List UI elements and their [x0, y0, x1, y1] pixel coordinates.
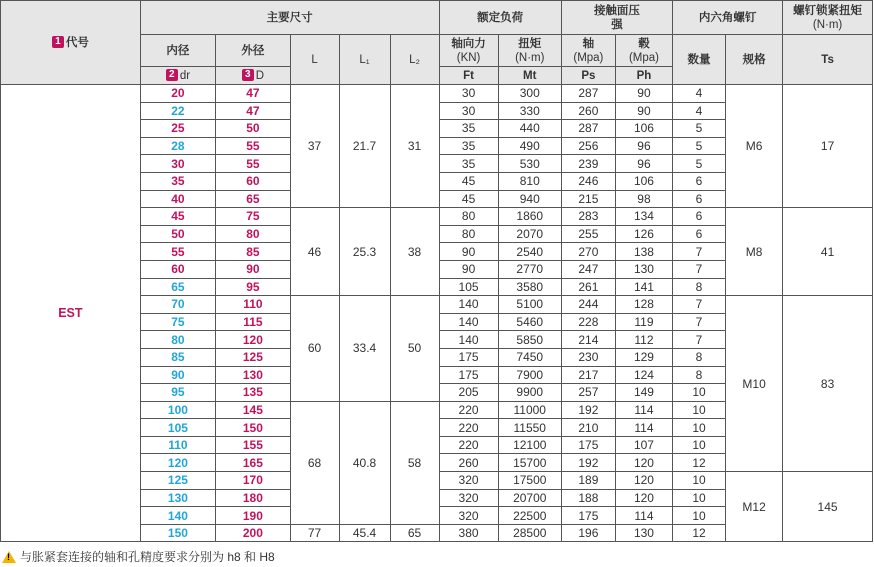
Mt-cell: 940 [498, 190, 561, 208]
qty-cell: 4 [673, 85, 726, 103]
header-Ft: Ft [439, 67, 498, 85]
Mt-cell: 15700 [498, 454, 561, 472]
D-cell: 115 [216, 313, 290, 331]
Ps-cell: 244 [561, 296, 615, 314]
Ft-cell: 140 [439, 313, 498, 331]
Ps-cell: 287 [561, 120, 615, 138]
Ph-cell: 120 [615, 489, 672, 507]
Ps-cell: 256 [561, 137, 615, 155]
dr-cell: 20 [140, 85, 215, 103]
D-cell: 65 [216, 190, 290, 208]
Ph-cell: 96 [615, 137, 672, 155]
code-cell: EST [1, 85, 141, 542]
spec-cell: M6 [726, 85, 783, 208]
badge-3: 3 [242, 69, 254, 81]
Ps-cell: 175 [561, 436, 615, 454]
Mt-cell: 2070 [498, 225, 561, 243]
Mt-cell: 530 [498, 155, 561, 173]
D-cell: 95 [216, 278, 290, 296]
D-cell: 60 [216, 172, 290, 190]
D-cell: 80 [216, 225, 290, 243]
Ph-cell: 130 [615, 260, 672, 278]
Ps-cell: 287 [561, 85, 615, 103]
qty-cell: 8 [673, 348, 726, 366]
Ft-cell: 30 [439, 85, 498, 103]
Ft-cell: 80 [439, 208, 498, 226]
header-L2: L₂ [390, 35, 439, 85]
Ft-cell: 140 [439, 331, 498, 349]
qty-cell: 5 [673, 137, 726, 155]
Mt-cell: 2770 [498, 260, 561, 278]
dr-cell: 75 [140, 313, 215, 331]
qty-cell: 10 [673, 401, 726, 419]
Mt-cell: 11000 [498, 401, 561, 419]
Mt-cell: 7900 [498, 366, 561, 384]
header-Ts: Ts [783, 35, 873, 85]
dr-cell: 45 [140, 208, 215, 226]
dim-L1-cell: 33.4 [339, 296, 390, 402]
Ft-cell: 90 [439, 260, 498, 278]
header-spec: 规格 [726, 35, 783, 85]
dr-cell: 30 [140, 155, 215, 173]
D-cell: 125 [216, 348, 290, 366]
Ft-cell: 35 [439, 120, 498, 138]
Ph-cell: 120 [615, 454, 672, 472]
qty-cell: 4 [673, 102, 726, 120]
Ps-cell: 192 [561, 454, 615, 472]
Mt-cell: 20700 [498, 489, 561, 507]
Ps-cell: 230 [561, 348, 615, 366]
header-qty: 数量 [673, 35, 726, 85]
D-cell: 85 [216, 243, 290, 261]
Ph-cell: 96 [615, 155, 672, 173]
Ph-cell: 130 [615, 524, 672, 542]
Mt-cell: 810 [498, 172, 561, 190]
D-cell: 110 [216, 296, 290, 314]
header-contact-pressure: 接触面压强 [561, 1, 672, 35]
qty-cell: 6 [673, 190, 726, 208]
Mt-cell: 9900 [498, 384, 561, 402]
Ft-cell: 140 [439, 296, 498, 314]
qty-cell: 8 [673, 366, 726, 384]
dim-L-cell: 37 [290, 85, 339, 208]
D-cell: 130 [216, 366, 290, 384]
qty-cell: 10 [673, 436, 726, 454]
Ps-cell: 175 [561, 507, 615, 525]
header-Mt: Mt [498, 67, 561, 85]
Ft-cell: 80 [439, 225, 498, 243]
qty-cell: 5 [673, 155, 726, 173]
header-hex-screw: 内六角螺钉 [673, 1, 783, 35]
Mt-cell: 11550 [498, 419, 561, 437]
qty-cell: 6 [673, 225, 726, 243]
Ph-cell: 90 [615, 102, 672, 120]
Ps-cell: 188 [561, 489, 615, 507]
qty-cell: 7 [673, 260, 726, 278]
Ft-cell: 90 [439, 243, 498, 261]
dim-L2-cell: 65 [390, 524, 439, 542]
Ph-cell: 126 [615, 225, 672, 243]
spec-cell: M12 [726, 472, 783, 542]
dim-L1-cell: 40.8 [339, 401, 390, 524]
dim-L1-cell: 45.4 [339, 524, 390, 542]
Ft-cell: 380 [439, 524, 498, 542]
dr-cell: 35 [140, 172, 215, 190]
D-cell: 55 [216, 137, 290, 155]
header-main-dims: 主要尺寸 [140, 1, 439, 35]
Ps-cell: 270 [561, 243, 615, 261]
qty-cell: 7 [673, 331, 726, 349]
Ft-cell: 175 [439, 348, 498, 366]
dr-cell: 80 [140, 331, 215, 349]
dim-L2-cell: 38 [390, 208, 439, 296]
Mt-cell: 28500 [498, 524, 561, 542]
qty-cell: 12 [673, 524, 726, 542]
qty-cell: 8 [673, 278, 726, 296]
dim-L1-cell: 25.3 [339, 208, 390, 296]
Ps-cell: 228 [561, 313, 615, 331]
dr-cell: 100 [140, 401, 215, 419]
table-row [1, 85, 873, 103]
qty-cell: 10 [673, 384, 726, 402]
dim-L-cell: 46 [290, 208, 339, 296]
dim-L2-cell: 58 [390, 401, 439, 524]
dim-L-cell: 60 [290, 296, 339, 402]
Ph-cell: 90 [615, 85, 672, 103]
header-L: L [290, 35, 339, 85]
Mt-cell: 12100 [498, 436, 561, 454]
dr-cell: 140 [140, 507, 215, 525]
qty-cell: 10 [673, 489, 726, 507]
Ft-cell: 35 [439, 155, 498, 173]
Ph-cell: 114 [615, 401, 672, 419]
Ph-cell: 141 [615, 278, 672, 296]
Ft-cell: 220 [439, 401, 498, 419]
header-torque: 螺钉锁紧扭矩 (N·m) [783, 1, 873, 35]
Ph-cell: 114 [615, 419, 672, 437]
D-cell: 47 [216, 85, 290, 103]
dr-cell: 50 [140, 225, 215, 243]
header-shaft: 轴 (Mpa) [561, 35, 615, 67]
dr-cell: 95 [140, 384, 215, 402]
Ps-cell: 255 [561, 225, 615, 243]
Ft-cell: 45 [439, 190, 498, 208]
header-rated-load: 额定负荷 [439, 1, 561, 35]
Ph-cell: 106 [615, 172, 672, 190]
Ft-cell: 205 [439, 384, 498, 402]
dr-cell: 90 [140, 366, 215, 384]
Mt-cell: 5460 [498, 313, 561, 331]
qty-cell: 5 [673, 120, 726, 138]
header-inner: 内径 [140, 35, 215, 67]
Ts-cell: 145 [783, 472, 873, 542]
Mt-cell: 5850 [498, 331, 561, 349]
qty-cell: 10 [673, 507, 726, 525]
D-cell: 145 [216, 401, 290, 419]
dr-cell: 28 [140, 137, 215, 155]
Ps-cell: 261 [561, 278, 615, 296]
Mt-cell: 2540 [498, 243, 561, 261]
Ps-cell: 192 [561, 401, 615, 419]
spec-cell: M10 [726, 296, 783, 472]
Ph-cell: 124 [615, 366, 672, 384]
header-code: 1 代号 [1, 1, 141, 85]
Ft-cell: 175 [439, 366, 498, 384]
D-cell: 170 [216, 472, 290, 490]
dr-cell: 150 [140, 524, 215, 542]
dr-cell: 130 [140, 489, 215, 507]
Ph-cell: 107 [615, 436, 672, 454]
Ph-cell: 106 [615, 120, 672, 138]
Ps-cell: 247 [561, 260, 615, 278]
header-dr: 2 dr [140, 67, 215, 85]
Ft-cell: 45 [439, 172, 498, 190]
D-cell: 135 [216, 384, 290, 402]
Ph-cell: 134 [615, 208, 672, 226]
header-D: 3 D [216, 67, 290, 85]
Ph-cell: 149 [615, 384, 672, 402]
D-cell: 75 [216, 208, 290, 226]
Ps-cell: 217 [561, 366, 615, 384]
qty-cell: 7 [673, 313, 726, 331]
dim-L2-cell: 50 [390, 296, 439, 402]
spec-cell: M8 [726, 208, 783, 296]
Mt-cell: 490 [498, 137, 561, 155]
header-L1: L₁ [339, 35, 390, 85]
Ft-cell: 35 [439, 137, 498, 155]
Mt-cell: 3580 [498, 278, 561, 296]
dim-L-cell: 68 [290, 401, 339, 524]
Mt-cell: 1860 [498, 208, 561, 226]
header-Ph: Ph [615, 67, 672, 85]
Ps-cell: 257 [561, 384, 615, 402]
Ft-cell: 260 [439, 454, 498, 472]
Ph-cell: 129 [615, 348, 672, 366]
Ts-cell: 41 [783, 208, 873, 296]
Ps-cell: 196 [561, 524, 615, 542]
Ps-cell: 215 [561, 190, 615, 208]
Ft-cell: 320 [439, 472, 498, 490]
dr-cell: 85 [140, 348, 215, 366]
qty-cell: 10 [673, 472, 726, 490]
Mt-cell: 330 [498, 102, 561, 120]
Ft-cell: 105 [439, 278, 498, 296]
warning-icon: ! [2, 551, 16, 563]
Ps-cell: 189 [561, 472, 615, 490]
dr-cell: 60 [140, 260, 215, 278]
badge-1: 1 [52, 36, 64, 48]
Ft-cell: 320 [439, 507, 498, 525]
D-cell: 180 [216, 489, 290, 507]
header-axial: 轴向力 (KN) [439, 35, 498, 67]
D-cell: 55 [216, 155, 290, 173]
D-cell: 120 [216, 331, 290, 349]
dr-cell: 120 [140, 454, 215, 472]
qty-cell: 6 [673, 172, 726, 190]
Ps-cell: 260 [561, 102, 615, 120]
dr-cell: 65 [140, 278, 215, 296]
Ph-cell: 128 [615, 296, 672, 314]
dr-cell: 25 [140, 120, 215, 138]
header-outer: 外径 [216, 35, 290, 67]
header-Ps: Ps [561, 67, 615, 85]
dr-cell: 70 [140, 296, 215, 314]
dr-cell: 125 [140, 472, 215, 490]
qty-cell: 7 [673, 243, 726, 261]
dim-L-cell: 77 [290, 524, 339, 542]
D-cell: 165 [216, 454, 290, 472]
Mt-cell: 440 [498, 120, 561, 138]
D-cell: 90 [216, 260, 290, 278]
badge-2: 2 [166, 69, 178, 81]
dr-cell: 55 [140, 243, 215, 261]
Ps-cell: 210 [561, 419, 615, 437]
Ts-cell: 17 [783, 85, 873, 208]
Mt-cell: 300 [498, 85, 561, 103]
D-cell: 155 [216, 436, 290, 454]
D-cell: 150 [216, 419, 290, 437]
Ft-cell: 320 [439, 489, 498, 507]
header-tq: 扭矩 (N·m) [498, 35, 561, 67]
Ft-cell: 220 [439, 419, 498, 437]
dim-L2-cell: 31 [390, 85, 439, 208]
Ts-cell: 83 [783, 296, 873, 472]
dim-L1-cell: 21.7 [339, 85, 390, 208]
Ph-cell: 119 [615, 313, 672, 331]
footnote-text: 与胀紧套连接的轴和孔精度要求分别为 h8 和 H8 [20, 550, 275, 564]
Mt-cell: 17500 [498, 472, 561, 490]
Ps-cell: 283 [561, 208, 615, 226]
D-cell: 200 [216, 524, 290, 542]
dr-cell: 22 [140, 102, 215, 120]
Mt-cell: 5100 [498, 296, 561, 314]
table-body [1, 85, 873, 542]
Mt-cell: 7450 [498, 348, 561, 366]
Ft-cell: 220 [439, 436, 498, 454]
Mt-cell: 22500 [498, 507, 561, 525]
Ps-cell: 214 [561, 331, 615, 349]
dr-cell: 40 [140, 190, 215, 208]
Ps-cell: 246 [561, 172, 615, 190]
D-cell: 47 [216, 102, 290, 120]
D-cell: 50 [216, 120, 290, 138]
Ph-cell: 138 [615, 243, 672, 261]
qty-cell: 6 [673, 208, 726, 226]
Ph-cell: 114 [615, 507, 672, 525]
qty-cell: 10 [673, 419, 726, 437]
dr-cell: 105 [140, 419, 215, 437]
header-hub: 毂 (Mpa) [615, 35, 672, 67]
qty-cell: 12 [673, 454, 726, 472]
Ph-cell: 120 [615, 472, 672, 490]
footnote [2, 548, 275, 565]
dr-cell: 110 [140, 436, 215, 454]
Ps-cell: 239 [561, 155, 615, 173]
D-cell: 190 [216, 507, 290, 525]
qty-cell: 7 [673, 296, 726, 314]
Ph-cell: 112 [615, 331, 672, 349]
Ft-cell: 30 [439, 102, 498, 120]
Ph-cell: 98 [615, 190, 672, 208]
